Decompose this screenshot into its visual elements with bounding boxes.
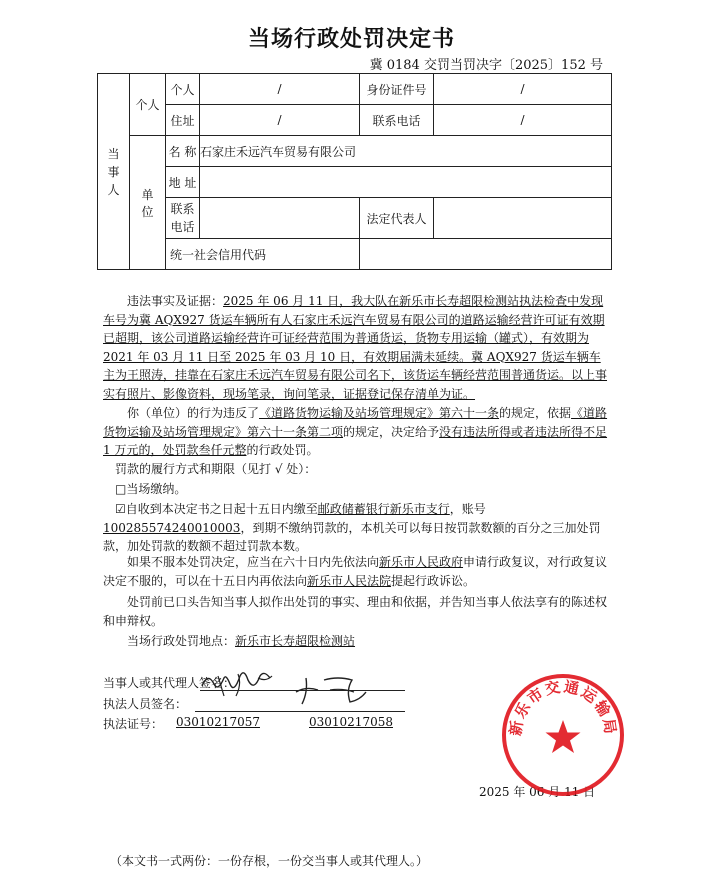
address-label: 住址	[166, 105, 200, 136]
id-value: /	[434, 74, 612, 105]
footer-note: （本文书一式两份：一份存根，一份交当事人或其代理人。）	[110, 854, 429, 868]
unit-contact-label: 联系电话	[166, 198, 200, 239]
phone-label: 联系电话	[360, 105, 434, 136]
account-label: ，账号	[449, 502, 486, 516]
penalty-text: 没有违法所得或者违法所得不足 1 万元的，处罚款叁仟元整	[103, 424, 608, 457]
violation-law: 《道路货物运输及站场管理规定》第六十一条	[259, 406, 500, 420]
party-info-table	[97, 73, 612, 270]
cert-number-2: 03010217058	[309, 715, 393, 729]
payment-option-bank	[103, 500, 608, 556]
id-label: 身份证件号	[360, 74, 434, 105]
address-value: /	[200, 105, 360, 136]
review-mid: 申请行政复议，对行政复议决定不服的，可以在十五日内再依法向	[103, 555, 608, 588]
notice-paragraph: 处罚前已口头告知当事人拟作出处罚的事实、理由和依据，并告知当事人依法享有的陈述权和申辩权。	[103, 595, 608, 628]
facts-text: 2025 年 06 月 11 日，我大队在新乐市长寿超限检测站执法检查中发现车号为冀 AQX927 货运车辆所有人石家庄禾远汽车贸易有限公司的道路运输经营许可证有效期已超期，该公司道路运输经营许可证经营范围为普通货运，货物专用运输（罐式），有效期为 2021 年 03 月 11 日至 2025 年 03 月 10 日，有效期届满未延续。冀 AQX927 货运车辆车主为王照涛，挂靠在石家庄禾远汽车贸易有限公司名下，该货运车辆经营范围普通货运。以上事实有照片、影像资料，现场笔录，询问笔录，证据登记保存清单为证。	[103, 294, 608, 401]
option2-suffix: ，到期不缴纳罚款的，本机关可以每日按罚款数额的百分之三加处罚款，加处罚款的数额不超过罚款本数。	[103, 520, 601, 553]
officer-signature-line	[195, 711, 405, 712]
place-label: 当场行政处罚地点：	[127, 634, 236, 648]
review-suffix: 提起行政诉讼。	[391, 573, 476, 588]
review-prefix: 如果不服本处罚决定，应当在六十日内先依法向	[127, 555, 380, 569]
place-line	[103, 632, 608, 651]
party-label-cell	[98, 74, 130, 270]
credit-code-value	[360, 239, 612, 270]
unit-name-label: 名 称	[166, 136, 200, 167]
legal-rep-label: 法定代表人	[360, 198, 434, 239]
review-org: 新乐市人民政府	[379, 555, 464, 569]
basis-law: 《道路货物运输及站场管理规定》第六十一条第二项	[103, 406, 608, 439]
payment-method-label: 罚款的履行方式和期限（见打 √ 处）：	[115, 462, 317, 476]
party-signature-label: 当事人或其代理人签名：	[103, 676, 236, 690]
cert-number-1: 03010217057	[176, 715, 260, 729]
officer-signature-label: 执法人员签名：	[103, 697, 188, 711]
payment-option-onsite: □当场缴纳。	[115, 482, 187, 496]
unit-label: 单 位	[130, 136, 166, 270]
issue-date: 2025 年 06 月 11 日	[479, 785, 596, 799]
svg-text:新乐市交通运输局: 新乐市交通运输局	[506, 677, 620, 737]
place-value: 新乐市长寿超限检测站	[235, 634, 356, 648]
cert-label: 执法证号：	[103, 717, 164, 731]
option2-prefix: ☑自收到本决定书之日起十五日内缴至	[115, 502, 318, 516]
violation-prefix: 你（单位）的行为违反了	[127, 406, 260, 420]
unit-address-value	[200, 167, 612, 198]
facts-paragraph	[103, 292, 608, 403]
account-number: 100285574240010003	[103, 520, 241, 535]
person-value: /	[200, 74, 360, 105]
facts-label: 违法事实及证据：	[127, 294, 224, 308]
unit-address-label: 地 址	[166, 167, 200, 198]
decision-paragraph	[103, 404, 608, 460]
party-label: 当事人	[107, 146, 120, 197]
bank-name: 邮政储蓄银行新乐市支行	[317, 502, 450, 516]
person-label: 个人	[166, 74, 200, 105]
officer-handwritten-signature	[290, 672, 370, 708]
credit-code-label: 统一社会信用代码	[166, 239, 360, 270]
decision-prefix: 的规定，决定给予	[343, 424, 440, 439]
unit-name-value: 石家庄禾远汽车贸易有限公司	[200, 136, 612, 167]
court-name: 新乐市人民法院	[307, 573, 392, 588]
document-title: 当场行政处罚决定书	[247, 27, 455, 52]
phone-value: /	[434, 105, 612, 136]
violation-mid: 的规定，依据	[499, 406, 572, 420]
decision-suffix: 的行政处罚。	[246, 443, 319, 457]
party-handwritten-signature	[198, 668, 278, 702]
unit-contact-value	[200, 198, 360, 239]
document-number: 冀 0184 交罚当罚决字〔2025〕152 号	[369, 58, 603, 73]
official-seal	[500, 672, 626, 798]
review-paragraph	[103, 553, 608, 590]
individual-label: 个人	[130, 74, 166, 136]
legal-rep-value	[434, 198, 612, 239]
